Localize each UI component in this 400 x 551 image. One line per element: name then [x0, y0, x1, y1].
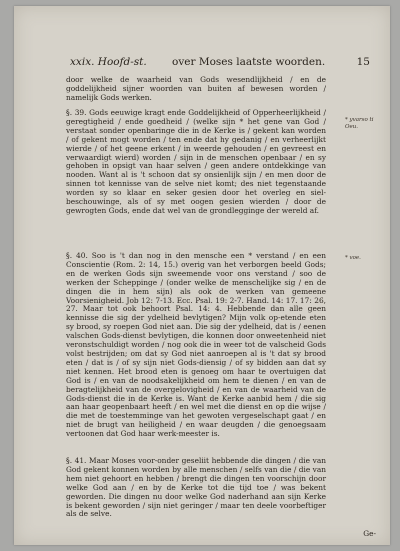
book-page	[14, 6, 390, 545]
margin-note: * yvarso ti Oeu.	[345, 117, 374, 130]
header-title: over Moses laatste woorden.	[172, 56, 326, 68]
running-header	[70, 56, 370, 72]
catchword: Ge-	[363, 529, 376, 538]
page-number: 15	[356, 56, 370, 68]
paragraph-40: §. 40. Soo is 't dan nog in den mensche een * verstand / en een Conscientie (Rom. 2: 14, 15.) overig van het verborgen beeld Gods; en de werken Gods sijn sweemende voor ons verstand / soo de werken der Scheppinge / (onder welke de menschelijke sig / en de dingen die in hem sijn) als ook de werken van gemeene Voorsienigheid. Job 12: 7-13. Ecc. Psal. 19: 2-7. Hand. 14: 17. 17: 26, 27. Maar tot ook behoort Psal. 14: 4. Hebbende dan alle geen kennisse die sig der ydelheid bevlytigen? Mijn volk op-etende eten sy brood, sy roepen God niet aan. Die sig der ydelheid, dat is / eenen valschen Gods-dienst bevlytigen, die konnen door onweetenheid niet veronstschuldigt worden / nog ook die in weer tot de valscheid Gods volst bestrijden; om dat sy God niet aanroepen al is 't dat sy brood eten / dat is / of sy sijn niet Gods-diensig / of sy bidden aan dat sy niet kennen. Het brood eten is genoeg om haar te overtuigen dat God is / en van de noodsakelijkheid om hem te dienen / en van de beragtelijkheid van de overgelovigheid / en van de waarheid van de Gods-dienst die in de Kerke is. Want de Kerke aanbid hem / die sig aan haar geopenbaart heeft / en wel met die dienst en op die wijse / die met de toestemminge van het gewoten vergeselschapt gaat / en niet de brugt van heiligheid / en waar deugden / die genoegsaam vertoonen dat God haar werk-meester is.	[66, 251, 326, 439]
paragraph-continuation: door welke de waarheid van Gods wesendlijkheid / en de goddelijkheid sijner woorden van buiten af bewesen worden / namelijk Gods werken.	[66, 75, 326, 102]
margin-note: * voe.	[345, 255, 361, 261]
paragraph-41: §. 41. Maar Moses voor-onder geseliit hebbende die dingen / die van God gekent konnen worden by alle menschen / selfs van die / die van hem niet gehoort en hebben / brengt die dingen ten voorschijn door welke God aan / en by de Kerke tot die tijd toe / was bekent geworden. Die dingen nu door welke God naderhand aan sijn Kerke is bekent geworden / sijn niet geringer / maar ten deele voorbeftiger als de selve.	[66, 456, 326, 519]
paragraph-39: §. 39. Gods eeuwige kragt ende Goddelijkheid of Opperheerlijkheid / geregtigheid / ende goedheid / (welke sijn * het gene van God / verstaat sonder openbaringe die in de Kerke is / gekent kan worden / of gekent mogt worden / ten ende dat hy gedanig / en verheerlijkt wierde / of het geene erkent / in weerde gehouden / en gevreest en verwaardigt wierd) worden / sijn in de menschen openbaar / en sy gehoben in opsigt van haar selven / geen andere ontdekkinge van nooden. Want al is 't schoon dat sy onsienlijk sijn / en men door de sinnen tot kennisse van de selve niet komt; des niet tegenstaande worden sy so klaar en seker gesien door het overleg en siel-beschouwinge, als of sy met oogen gesien wierden / door de gewrogten Gods, ende dat wel van de grondlegginge der wereld af.	[66, 108, 326, 215]
chapter-label: xxix. Hoofd-st.	[70, 56, 147, 68]
